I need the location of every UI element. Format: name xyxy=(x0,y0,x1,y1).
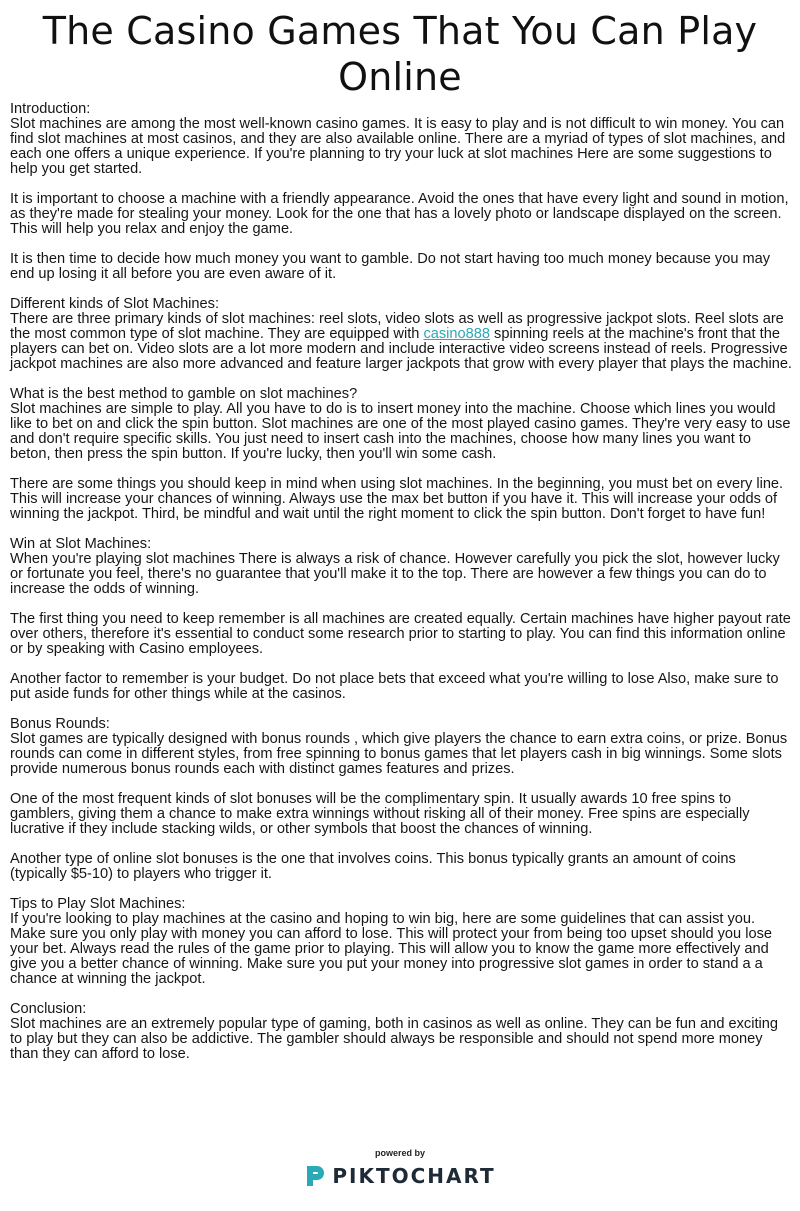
article-body xyxy=(10,102,792,1077)
piktochart-wordmark: PIKTOCHART xyxy=(332,1164,496,1188)
paragraph xyxy=(10,672,792,702)
section-heading-conclusion: Conclusion: xyxy=(10,1001,87,1017)
win-section xyxy=(10,537,792,597)
paragraph-text: Another factor to remember is your budget. Do not place bets that exceed what you're willing to lose Also, make sure to put aside funds for other things while at the casinos. xyxy=(10,671,779,702)
footer xyxy=(0,1148,800,1192)
intro-section xyxy=(10,102,792,177)
paragraph-text: spinning reels at the machine's front that the players can bet on. Video slots are a lot more modern and include interactive video screens instead of reels. Progressive jackpot machines are also more advanced and feature larger jackpots that grow with every player that plays the machine. xyxy=(10,326,792,372)
paragraph-text: Another type of online slot bonuses is the one that involves coins. This bonus typically grants an amount of coins (typically $5-10) to players who trigger it. xyxy=(10,851,736,882)
section-heading-win: Win at Slot Machines: xyxy=(10,536,152,552)
paragraph-text: Slot machines are among the most well-known casino games. It is easy to play and is not difficult to win money. You can find slot machines at most casinos, and they are also available online. There are a myriad of types of slot machines, and each one offers a unique experience. If you're planning to try your luck at slot machines Here are some suggestions to help you get started. xyxy=(10,116,786,177)
tips-section xyxy=(10,897,792,987)
paragraph-text: There are three primary kinds of slot machines: reel slots, video slots as well as progressive jackpot slots. Reel slots are the most common type of slot machine. They are equipped with xyxy=(10,311,784,342)
paragraph-text: One of the most frequent kinds of slot bonuses will be the complimentary spin. It usually awards 10 free spins to gamblers, giving them a chance to make extra winnings without risking all of their money. Free spins are especially lucrative if they include stacking wilds, or other symbols that boost the chances of winning. xyxy=(10,791,750,837)
casino888-link[interactable]: casino888 xyxy=(423,326,490,342)
paragraph-text: Slot games are typically designed with bonus rounds , which give players the chance to earn extra coins, or prize. Bonus rounds can come in different styles, from free spinning to bonus games that let players cash in big winnings. Some slots provide numerous bonus rounds each with distinct games features and prizes. xyxy=(10,731,788,777)
paragraph-text: If you're looking to play machines at the casino and hoping to win big, here are some guidelines that can assist you. Make sure you only play with money you can afford to lose. This will protect your from being too upset should you lose your bet. Always read the rules of the game prior to playing. This will allow you to know the game more effectively and give you a better chance of winning. Make sure you put your money into progressive slot games in order to stand a a chance at winning the jackpot. xyxy=(10,911,772,987)
page-title: The Casino Games That You Can Play Online xyxy=(42,9,758,99)
paragraph-text: It is important to choose a machine with a friendly appearance. Avoid the ones that have every light and sound in motion, as they're made for stealing your money. Look for the one that has a lovely photo or landscape displayed on the screen. This will help you relax and enjoy the game. xyxy=(10,191,789,237)
paragraph xyxy=(10,252,792,282)
piktochart-brand-link[interactable] xyxy=(304,1164,495,1188)
piktochart-logo-icon xyxy=(304,1164,326,1188)
slot-kinds-section xyxy=(10,297,792,372)
bonus-rounds-section xyxy=(10,717,792,777)
paragraph xyxy=(10,477,792,522)
powered-by-label: powered by xyxy=(374,1148,425,1158)
section-heading-tips: Tips to Play Slot Machines: xyxy=(10,896,186,912)
paragraph-text: The first thing you need to keep remember is all machines are created equally. Certain machines have higher payout rate over others, therefore it's essential to conduct some research prior to starting to play. You can find this information online or by speaking with Casino employees. xyxy=(10,611,791,657)
paragraph xyxy=(10,612,792,657)
gamble-method-section xyxy=(10,387,792,462)
paragraph-text: Slot machines are an extremely popular type of gaming, both in casinos as well as online. They can be fun and exciting to play but they can also be addictive. The gambler should always be responsible and should not spend more money than they can afford to lose. xyxy=(10,1016,778,1062)
conclusion-section xyxy=(10,1002,792,1062)
paragraph-text: When you're playing slot machines There is always a risk of chance. However carefully you pick the slot, however lucky or fortunate you feel, there's no guarantee that you'll make it to the top. There are however a few things you can do to increase the odds of winning. xyxy=(10,551,780,597)
section-heading-bonus-rounds: Bonus Rounds: xyxy=(10,716,110,732)
paragraph xyxy=(10,792,792,837)
paragraph xyxy=(10,852,792,882)
section-heading-gamble-method: What is the best method to gamble on slot machines? xyxy=(10,386,358,402)
paragraph xyxy=(10,192,792,237)
paragraph-text: There are some things you should keep in mind when using slot machines. In the beginning, you must bet on every line. This will increase your chances of winning. Always use the max bet button if you have it. This will increase your odds of winning the jackpot. Third, be mindful and wait until the right moment to click the spin button. Don't forget to have fun! xyxy=(10,476,784,522)
section-heading-introduction: Introduction: xyxy=(10,101,91,117)
paragraph-text: It is then time to decide how much money you want to gamble. Do not start having too much money because you may end up losing it all before you are even aware of it. xyxy=(10,251,771,282)
section-heading-slot-kinds: Different kinds of Slot Machines: xyxy=(10,296,220,312)
paragraph-text: Slot machines are simple to play. All you have to do is to insert money into the machine. Choose which lines you would like to bet on and click the spin button. Slot machines are one of the most played casino games. They're very easy to use and don't require specific skills. You just need to insert cash into the machines, choose how many lines you want to beton, then press the spin button. If you're lucky, then you'll win some cash. xyxy=(10,401,791,462)
